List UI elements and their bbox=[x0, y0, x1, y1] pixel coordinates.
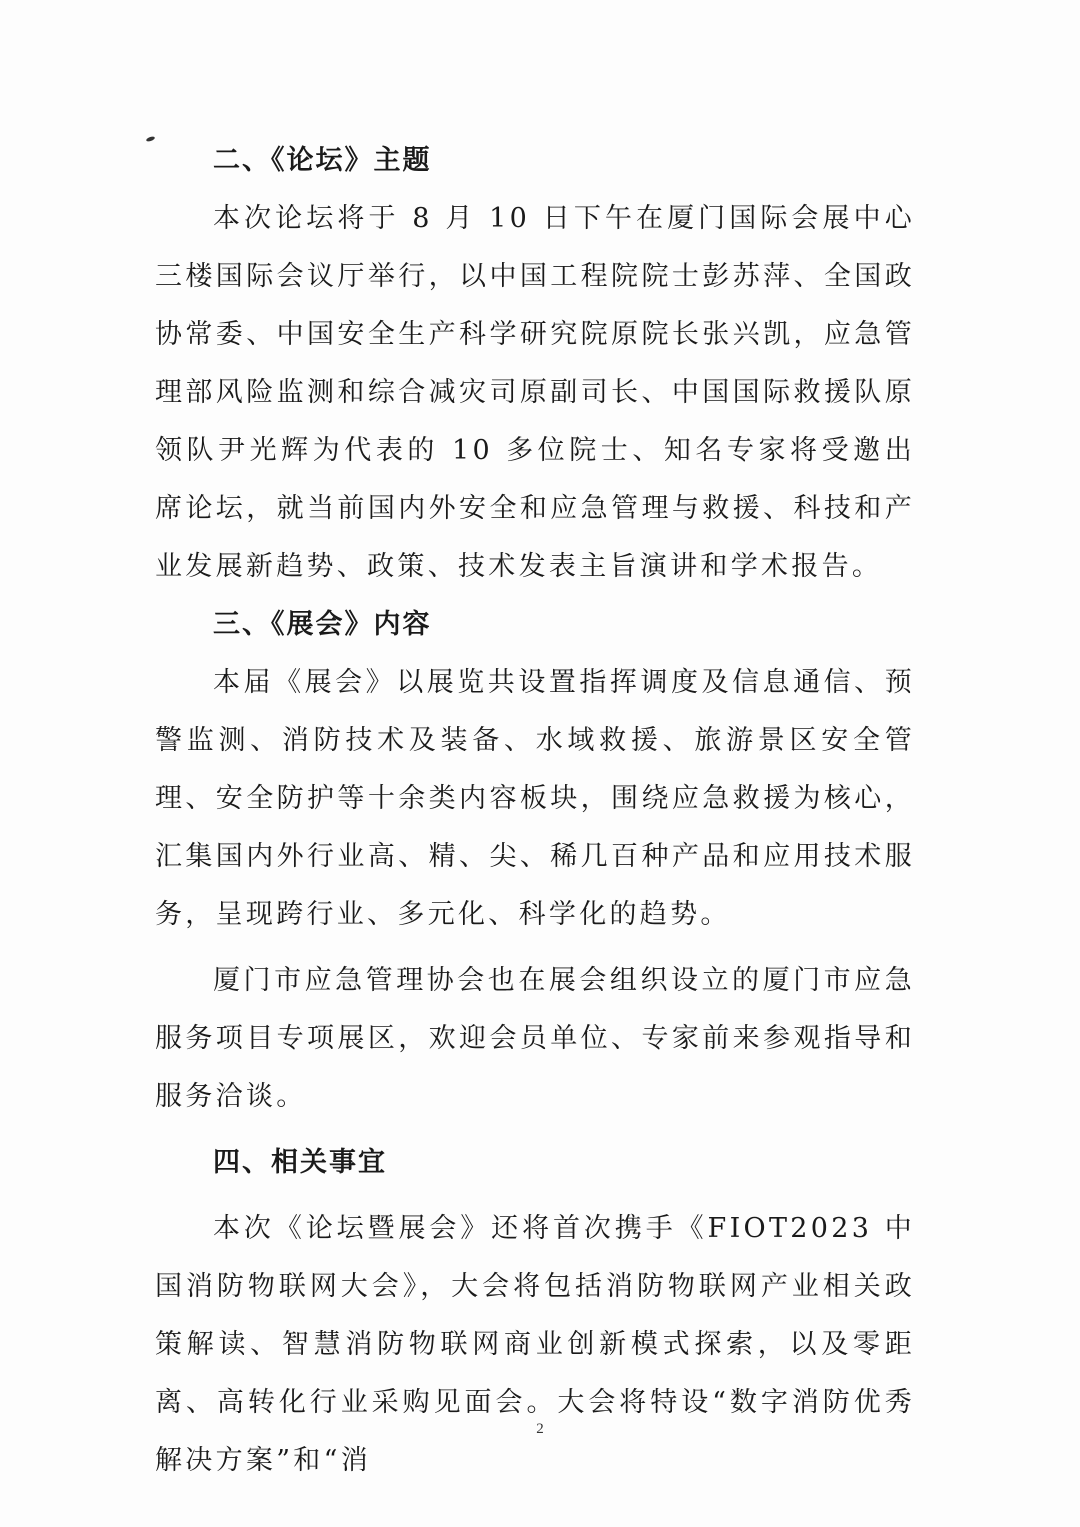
page-number: 2 bbox=[536, 1421, 544, 1437]
paragraph-exhibition-content: 本届《展会》以展览共设置指挥调度及信息通信、预警监测、消防技术及装备、水域救援、旅游景区安全管理、安全防护等十余类内容板块，围绕应急救援为核心，汇集国内外行业高、精、尖、稀几百种产品和应用技术服务，呈现跨行业、多元化、科学化的趋势。 bbox=[155, 667, 915, 930]
document-body bbox=[155, 132, 915, 1490]
paragraph-forum-theme: 本次论坛将于 8 月 10 日下午在厦门国际会展中心三楼国际会议厅举行，以中国工程院院士彭苏萍、全国政协常委、中国安全生产科学研究院原院长张兴凯，应急管理部风险监测和综合减灾司原副司长、中国国际救援队原领队尹光辉为代表的 10 多位院士、知名专家将受邀出席论坛，就当前国内外安全和应急管理与救援、科技和产业发展新趋势、政策、技术发表主旨演讲和学术报告。 bbox=[155, 203, 915, 582]
paragraph-related-matters: 本次《论坛暨展会》还将首次携手《FIOT2023 中国消防物联网大会》，大会将包括消防物联网产业相关政策解读、智慧消防物联网商业创新模式探索，以及零距离、高转化行业采购见面会。大会将特设“数字消防优秀解决方案”和“消 bbox=[155, 1213, 915, 1476]
section-heading-exhibition-content: 三、《展会》内容 bbox=[213, 609, 432, 640]
section-heading-related-matters: 四、相关事宜 bbox=[213, 1147, 387, 1178]
paragraph-xiamen-association: 厦门市应急管理协会也在展会组织设立的厦门市应急服务项目专项展区，欢迎会员单位、专家前来参观指导和服务洽谈。 bbox=[155, 965, 915, 1112]
section-heading-forum-theme: 二、《论坛》主题 bbox=[213, 145, 432, 176]
scan-speck bbox=[146, 136, 156, 143]
